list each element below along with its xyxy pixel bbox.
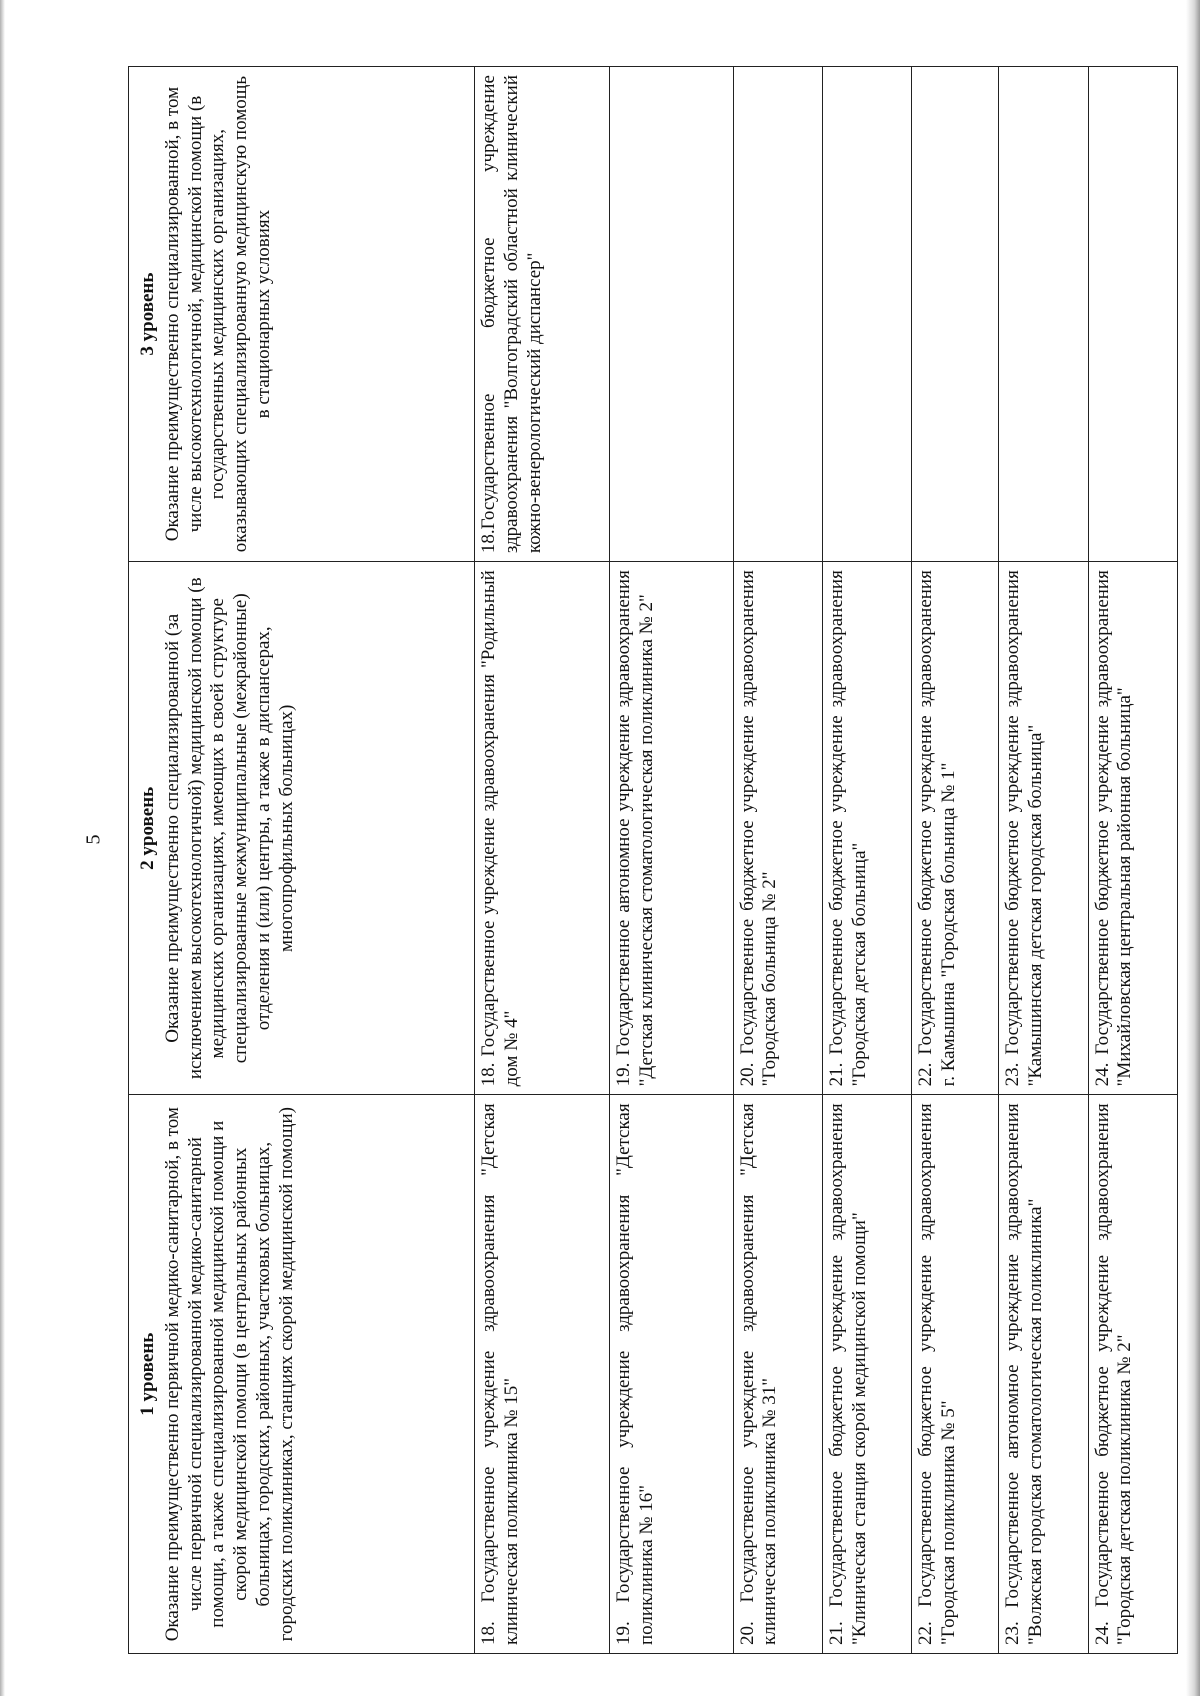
level-1-title: 1 уровень [137,1332,158,1416]
table-row [912,67,999,1654]
row-23-level-3 [999,67,1088,562]
header-level-3 [129,67,475,562]
rotated-table-area [128,66,1178,1654]
page-number: 5 [82,834,105,845]
table-row [1088,67,1177,1654]
header-row [129,67,475,1654]
rotated-table-frame [128,66,1178,1654]
level-3-description: Оказание преимущественно специализированной, в том числе высокотехнологичной, медицинской помощи (в государственных медицинских организациях, оказывающих специализированную медицинскую помощь в стационарных условиях [161,75,274,553]
row-18-level-1: 18. Государственное учреждение здравоохранения "Детская клиническая поликлиника № 15" [475,1095,609,1654]
row-21-level-2: 21. Государственное бюджетное учреждение здравоохранения "Городская детская больница" [822,562,911,1095]
row-20-level-1: 20. Государственное учреждение здравоохранения "Детская клиническая поликлиника № 31" [733,1095,822,1654]
row-20-level-2: 20. Государственное бюджетное учреждение здравоохранения "Городская больница № 2" [733,562,822,1095]
level-2-title: 2 уровень [137,786,158,870]
row-23-level-1: 23. Государственное автономное учреждение здравоохранения "Волжская городская стоматологическая поликлиника" [999,1095,1088,1654]
scan-edge-right [1186,0,1200,1696]
table-row [999,67,1088,1654]
row-22-level-1: 22. Государственное бюджетное учреждение здравоохранения "Городская поликлиника № 5" [912,1095,999,1654]
scan-edge-left [0,0,5,1696]
row-21-level-1: 21. Государственное бюджетное учреждение здравоохранения "Клиническая станция скорой медицинской помощи" [822,1095,911,1654]
level-2-description: Оказание преимущественно специализированной (за исключением высокотехнологичной) медицинской помощи (в медицинских организациях, имеющих в своей структуре специализированные межмуниципальные (межрайонные) отделения и (или) центры, а также в диспансерах, многопрофильных больницах) [161,577,297,1080]
row-20-level-3 [733,67,822,562]
row-24-level-1: 24. Государственное бюджетное учреждение здравоохранения "Городская детская поликлиника № 2" [1088,1095,1177,1654]
header-level-2 [129,562,475,1095]
row-18-level-2: 18. Государственное учреждение здравоохранения "Родильный дом № 4" [475,562,609,1095]
table-row [822,67,911,1654]
row-21-level-3 [822,67,911,562]
row-22-level-3 [912,67,999,562]
level-3-title: 3 уровень [137,272,158,356]
row-19-level-3 [609,67,733,562]
row-24-level-2: 24. Государственное бюджетное учреждение здравоохранения "Михайловская центральная районная больница" [1088,562,1177,1095]
table-row [475,67,609,1654]
row-22-level-2: 22. Государственное бюджетное учреждение здравоохранения г. Камышина "Городская больница № 1" [912,562,999,1095]
row-19-level-2: 19. Государственное автономное учреждение здравоохранения "Детская клиническая стоматологическая поликлиника № 2" [609,562,733,1095]
row-23-level-2: 23. Государственное бюджетное учреждение здравоохранения "Камышинская детская городская больница" [999,562,1088,1095]
table-row [733,67,822,1654]
row-19-level-1: 19. Государственное учреждение здравоохранения "Детская поликлиника № 16" [609,1095,733,1654]
table-row [609,67,733,1654]
levels-table [128,66,1178,1654]
row-24-level-3 [1088,67,1177,562]
header-level-1 [129,1095,475,1654]
level-1-description: Оказание преимущественно первичной медико-санитарной, в том числе первичной специализированной медико-санитарной помощи, а также специализированной медицинской помощи и скорой медицинской помощи (в центральных районных больницах, городских, районных, участковых больницах, городских поликлиниках, станциях скорой медицинской помощи) [161,1107,297,1642]
row-18-level-3: 18.Государственное бюджетное учреждение здравоохранения "Волгоградский областной клинический кожно-венерологический диспансер" [475,67,609,562]
